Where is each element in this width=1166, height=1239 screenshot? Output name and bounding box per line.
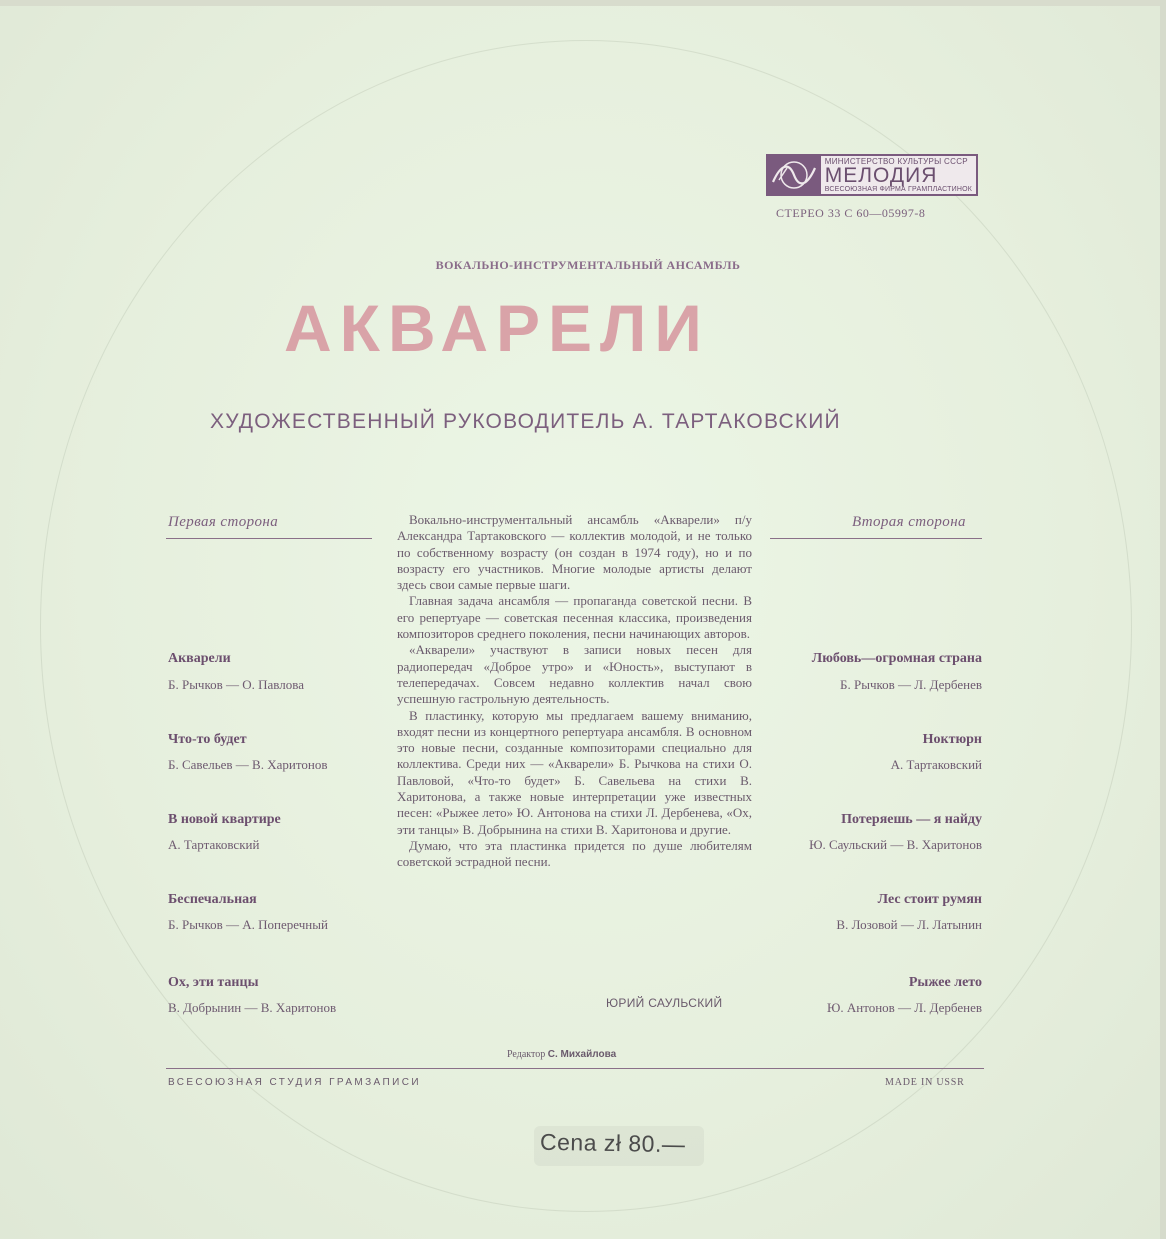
artistic-director: ХУДОЖЕСТВЕННЫЙ РУКОВОДИТЕЛЬ А. ТАРТАКОВСКИЙ [210, 410, 841, 433]
liner-notes-paragraph: «Акварели» участвуют в записи новых песен для радиопередач «Доброе утро» и «Юность», выступают в телепередачах. Совсем недавно коллектив начал свою успешную гастрольную деятельность. [397, 642, 752, 707]
editor-label: Редактор [507, 1049, 546, 1060]
side-two-track-authors: Б. Рычков — Л. Дербенев [840, 677, 982, 692]
liner-notes-paragraph: Вокально-инструментальный ансамбль «Акварели» п/у Александра Тартаковского — коллектив молодой, и не только по собственному возрасту (он создан в 1974 году), но и по возрасту его участников. Многие молодые артисты делают здесь свои самые первые шаги. [397, 512, 752, 593]
side-one-track-authors: Б. Рычков — О. Павлова [168, 677, 304, 692]
logo-brand: МЕЛОДИЯ [824, 164, 938, 187]
studio-name: ВСЕСОЮЗНАЯ СТУДИЯ ГРАМЗАПИСИ [168, 1077, 421, 1088]
side-two-track-title: Рыжее лето [908, 975, 982, 990]
side-one-track-authors: В. Добрынин — В. Харитонов [168, 1000, 337, 1015]
side-one-heading: Первая сторона [168, 514, 279, 530]
side-two-track-authors: Ю. Антонов — Л. Дербенев [826, 1000, 982, 1015]
side-one-track-title: В новой квартире [168, 812, 281, 827]
side-two-track-title: Лес стоит румян [877, 892, 982, 907]
side-two-track-title: Любовь—огромная страна [811, 651, 982, 666]
price-stamp: Cena zł 80.— [539, 1128, 686, 1158]
melodiya-logo [766, 154, 978, 196]
side-two-track-authors: Ю. Саульский — В. Харитонов [809, 837, 982, 852]
side-one-track-title: Что-то будет [168, 732, 247, 747]
side-two-track-authors: В. Лозовой — Л. Латынин [836, 917, 982, 932]
footer-rule [166, 1068, 984, 1069]
side-one-track-title: Акварели [168, 651, 231, 666]
editor-credit [507, 1049, 616, 1060]
melodiya-emblem-icon [768, 156, 821, 194]
side-one-track-authors: Б. Савельев — В. Харитонов [168, 757, 328, 772]
liner-notes [397, 512, 752, 871]
logo-firm: ВСЕСОЮЗНАЯ ФИРМА ГРАМПЛАСТИНОК [824, 186, 972, 193]
logo-text-block [821, 156, 976, 194]
catalog-number: СТЕРЕО 33 С 60—05997-8 [776, 206, 926, 220]
made-in: MADE IN USSR [885, 1077, 965, 1088]
side-one-track-authors: Б. Рычков — А. Поперечный [168, 917, 328, 932]
ensemble-type: ВОКАЛЬНО-ИНСТРУМЕНТАЛЬНЫЙ АНСАМБЛЬ [435, 258, 741, 272]
liner-notes-paragraph: Главная задача ансамбля — пропаганда советской песни. В его репертуаре — советская песенная классика, произведения композиторов среднего поколения, песни начинающих авторов. [397, 593, 752, 642]
album-title: АКВАРЕЛИ [284, 291, 710, 365]
side-two-track-title: Ноктюрн [922, 732, 982, 747]
side-two-rule [770, 538, 982, 539]
sleeve-right-edge [1160, 0, 1166, 1239]
side-one-rule [166, 538, 372, 539]
side-one-track-authors: А. Тартаковский [168, 837, 260, 852]
side-one-track-title: Беспечальная [168, 892, 257, 907]
side-two-track-title: Потеряешь — я найду [841, 812, 982, 827]
liner-notes-signature: ЮРИЙ САУЛЬСКИЙ [606, 996, 723, 1010]
side-one-track-title: Ох, эти танцы [168, 975, 259, 990]
sleeve-top-edge [0, 0, 1166, 6]
side-two-track-authors: А. Тартаковский [890, 757, 982, 772]
side-two-heading: Вторая сторона [852, 514, 966, 530]
liner-notes-paragraph: В пластинку, которую мы предлагаем вашему вниманию, входят песни из концертного репертуара ансамбля. В основном это новые песни, созданные композиторами специально для коллектива. Среди них — «Акварели» Б. Рычкова на стихи О. Павловой, «Что-то будет» Б. Савельева на стихи В. Харитонова, а также новые интерпретации уже известных песен: «Рыжее лето» Ю. Антонова на стихи Л. Дербенева, «Ох, эти танцы» В. Добрынина на стихи В. Харитонова и другие. [397, 707, 752, 837]
editor-name: С. Михайлова [547, 1049, 617, 1060]
liner-notes-paragraph: Думаю, что эта пластинка придется по душе любителям советской эстрадной песни. [397, 837, 752, 870]
logo-ministry: МИНИСТЕРСТВО КУЛЬТУРЫ СССР [824, 157, 968, 166]
